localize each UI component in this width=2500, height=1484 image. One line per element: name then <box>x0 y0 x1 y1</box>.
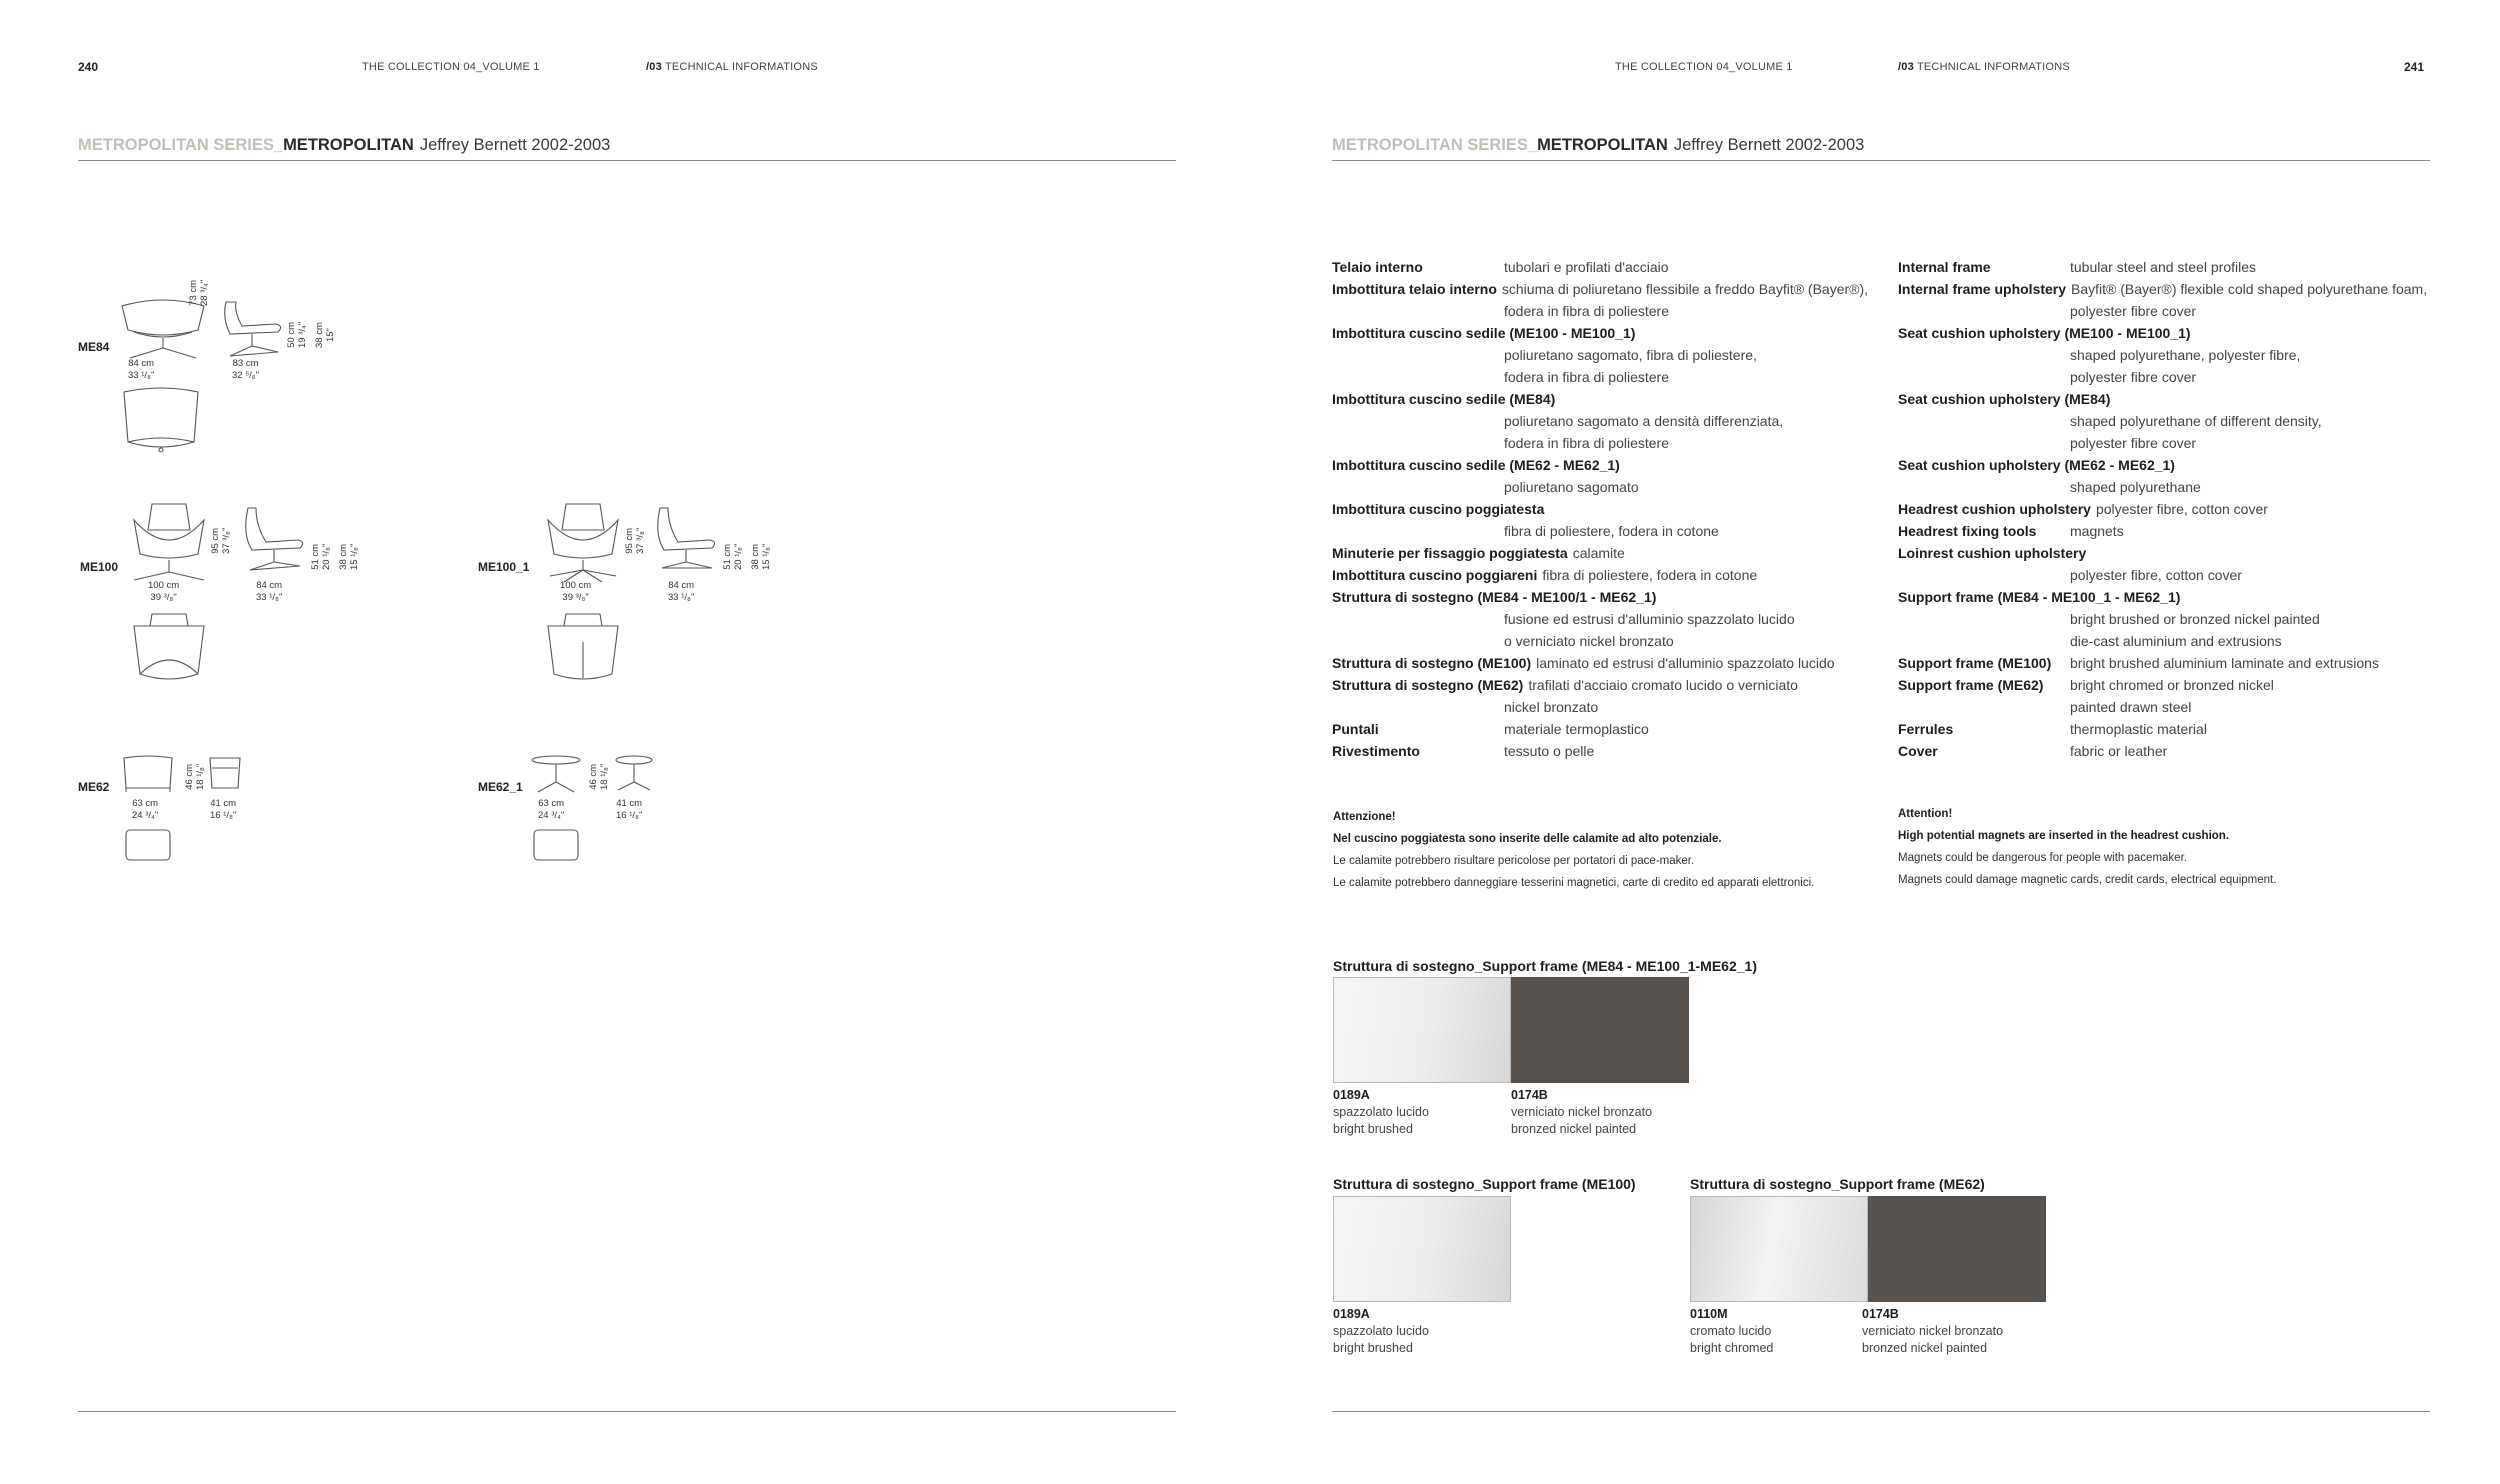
spec-label: Imbottitura cuscino sedile (ME62 - ME62_1) <box>1332 457 1620 473</box>
warning-english <box>1898 803 2276 891</box>
spec-label: Puntali <box>1332 721 1379 737</box>
ottoman-top-drawing <box>124 828 174 864</box>
ottoman-side-drawing <box>208 754 242 794</box>
spec-row <box>1332 410 1868 432</box>
spec-value: poliuretano sagomato a densità differenziata, <box>1504 413 1784 429</box>
dimension-label: 38 cm 15 ¹/₈" <box>750 543 772 570</box>
finish-swatch-0174B <box>1511 977 1689 1083</box>
ottoman-side-drawing <box>614 754 654 798</box>
spec-row <box>1332 718 1868 740</box>
spec-row <box>1332 586 1868 608</box>
dimension-label: 95 cm 37 ³/₈" <box>210 527 232 554</box>
spec-value: fibra di poliestere, fodera in cotone <box>1542 567 1758 583</box>
spec-row <box>1898 410 2427 432</box>
chair-top-drawing <box>126 612 212 684</box>
warning-line: Magnets could be dangerous for people with pacemaker. <box>1898 852 2187 864</box>
spec-value: o verniciato nickel bronzato <box>1504 633 1674 649</box>
spec-row <box>1332 454 1868 476</box>
spec-label: Headrest fixing tools <box>1898 523 2037 539</box>
spec-row <box>1898 388 2427 410</box>
designer: Jeffrey Bernett 2002-2003 <box>419 136 611 154</box>
spec-row <box>1898 498 2427 520</box>
spec-row <box>1332 498 1868 520</box>
collection-label-left: THE COLLECTION 04_VOLUME 1 <box>362 61 540 73</box>
spec-value: trafilati d'acciaio cromato lucido o verniciato <box>1528 677 1798 693</box>
model-code: ME100_1 <box>478 560 530 574</box>
finish-swatch-0174B <box>1868 1196 2046 1302</box>
warning-heading: Attention! <box>1898 808 1953 820</box>
dimension-label: 46 cm 18 ¹/₈" <box>184 763 206 790</box>
spec-row <box>1898 432 2427 454</box>
collection-label-right: THE COLLECTION 04_VOLUME 1 <box>1615 61 1793 73</box>
swatch-caption: 0174B verniciato nickel bronzato bronzed nickel painted <box>1511 1088 1653 1136</box>
spec-row <box>1898 322 2427 344</box>
finish-group-title: Struttura di sostegno_Support frame (ME84 - ME100_1-ME62_1) <box>1333 958 1757 974</box>
spec-row <box>1898 542 2427 564</box>
spec-row <box>1332 674 1868 696</box>
spec-label: Support frame (ME84 - ME100_1 - ME62_1) <box>1898 589 2181 605</box>
chair-top-drawing <box>540 612 626 684</box>
title-rule-left <box>78 160 1176 161</box>
chair-front-drawing <box>540 500 626 590</box>
spec-row <box>1898 278 2427 300</box>
spec-value: tessuto o pelle <box>1504 743 1595 759</box>
spec-value: fabric or leather <box>2070 743 2168 759</box>
dimension-label: 38 cm 15" <box>314 322 336 348</box>
spec-label: Imbottitura cuscino sedile (ME100 - ME100_1) <box>1332 325 1636 341</box>
spec-value: bright brushed or bronzed nickel painted <box>2070 611 2320 627</box>
spec-label: Imbottitura cuscino poggiatesta <box>1332 501 1545 517</box>
spec-value: shaped polyurethane, polyester fibre, <box>2070 347 2301 363</box>
spec-row <box>1332 630 1868 652</box>
section-label-right <box>1898 61 2070 73</box>
dimension-label: 41 cm 16 ¹/₈" <box>616 798 643 821</box>
dimension-label: 63 cm 24 ³/₄" <box>538 798 565 821</box>
spec-row <box>1332 256 1868 278</box>
spec-label: Loinrest cushion upholstery <box>1898 545 2087 561</box>
spec-value: fodera in fibra di poliestere <box>1504 303 1669 319</box>
spec-row <box>1332 388 1868 410</box>
warning-line: Nel cuscino poggiatesta sono inserite delle calamite ad alto potenziale. <box>1333 833 1722 845</box>
spec-row <box>1898 520 2427 542</box>
swatch-caption: 0189A spazzolato lucido bright brushed <box>1333 1307 1429 1355</box>
swatch-caption: 0110M cromato lucido bright chromed <box>1690 1307 1774 1355</box>
spec-value: poliuretano sagomato <box>1504 479 1639 495</box>
series-name: METROPOLITAN SERIES_ <box>1332 136 1538 154</box>
dimension-label: 51 cm 20 ¹/₈" <box>310 543 332 570</box>
spec-list-italian <box>1332 256 1868 762</box>
spec-row <box>1332 432 1868 454</box>
section-name: TECHNICAL INFORMATIONS <box>1916 61 2070 73</box>
spec-row <box>1332 344 1868 366</box>
spec-value: polyester fibre, cotton cover <box>2095 501 2268 517</box>
warning-heading: Attenzione! <box>1333 811 1396 823</box>
model-code: ME62 <box>78 780 110 794</box>
section-name: TECHNICAL INFORMATIONS <box>664 61 818 73</box>
model-code: ME100 <box>80 560 119 574</box>
spec-label: Minuterie per fissaggio poggiatesta <box>1332 545 1568 561</box>
dimension-label: 51 cm 20 ¹/₈" <box>722 543 744 570</box>
page-title-left <box>78 136 610 155</box>
spec-value: polyester fibre cover <box>2070 435 2197 451</box>
page-title-right <box>1332 136 1864 155</box>
dimension-label: 84 cm 33 ¹/₈" <box>668 580 695 603</box>
spec-row <box>1898 718 2427 740</box>
spec-value: die-cast aluminium and extrusions <box>2070 633 2282 649</box>
dimension-label: 63 cm 24 ³/₄" <box>132 798 159 821</box>
spec-row <box>1332 542 1868 564</box>
spec-row <box>1898 454 2427 476</box>
finish-swatch-0189A <box>1333 977 1511 1083</box>
warning-italian <box>1333 806 1814 894</box>
spec-row <box>1898 344 2427 366</box>
spec-row <box>1898 256 2427 278</box>
dimension-label: 46 cm 18 ¹/₈" <box>588 763 610 790</box>
warning-line: Le calamite potrebbero risultare pericolose per portatori di pace-maker. <box>1333 855 1695 867</box>
spec-row <box>1332 520 1868 542</box>
dimension-label: 95 cm 37 ³/₈" <box>624 527 646 554</box>
spec-value: painted drawn steel <box>2070 699 2192 715</box>
spec-row <box>1332 652 1868 674</box>
spec-value: fodera in fibra di poliestere <box>1504 369 1669 385</box>
dimension-label: 100 cm 39 ³/₈" <box>148 580 180 603</box>
spec-row <box>1898 300 2427 322</box>
spec-label: Struttura di sostegno (ME100) <box>1332 655 1532 671</box>
model-code: ME62_1 <box>478 780 523 794</box>
finish-group-title: Struttura di sostegno_Support frame (ME62) <box>1690 1176 1985 1192</box>
chair-side-drawing <box>238 504 318 590</box>
section-number: /03 <box>646 61 662 73</box>
spec-label: Seat cushion upholstery (ME100 - ME100_1) <box>1898 325 2191 341</box>
spec-label: Telaio interno <box>1332 259 1423 275</box>
spec-row <box>1332 300 1868 322</box>
ottoman-front-drawing <box>530 754 582 798</box>
warning-line: High potential magnets are inserted in the headrest cushion. <box>1898 830 2230 842</box>
spec-value: fibra di poliestere, fodera in cotone <box>1504 523 1719 539</box>
chair-front-drawing <box>126 500 212 590</box>
designer: Jeffrey Bernett 2002-2003 <box>1673 136 1865 154</box>
dimension-label: 41 cm 16 ¹/₈" <box>210 798 237 821</box>
dimension-label: 73 cm 28 ³/₄" <box>188 279 210 306</box>
spec-row <box>1898 652 2427 674</box>
chair-top-drawing <box>116 386 206 456</box>
dimension-label: 100 cm 39 ³/₈" <box>560 580 592 603</box>
footer-rule-left <box>78 1411 1176 1412</box>
spec-label: Ferrules <box>1898 721 1954 737</box>
spec-value: schiuma di poliuretano flessibile a freddo Bayfit® (Bayer®), <box>1501 281 1869 297</box>
spec-value: fusione ed estrusi d'alluminio spazzolato lucido <box>1504 611 1795 627</box>
model-code: ME84 <box>78 340 110 354</box>
spec-label: Support frame (ME100) <box>1898 655 2052 671</box>
spec-value: bright brushed aluminium laminate and extrusions <box>2070 655 2379 671</box>
spec-value: laminato ed estrusi d'alluminio spazzolato lucido <box>1536 655 1835 671</box>
spec-label: Headrest cushion upholstery <box>1898 501 2091 517</box>
spec-value: bright chromed or bronzed nickel <box>2070 677 2274 693</box>
finish-swatch-0189A <box>1333 1196 1511 1302</box>
spec-row <box>1898 564 2427 586</box>
spec-label: Cover <box>1898 743 1938 759</box>
spec-row <box>1332 740 1868 762</box>
spec-row <box>1898 630 2427 652</box>
warning-line: Magnets could damage magnetic cards, credit cards, electrical equipment. <box>1898 874 2277 886</box>
spec-row <box>1898 608 2427 630</box>
spec-row <box>1332 322 1868 344</box>
spec-row <box>1898 586 2427 608</box>
spec-row <box>1332 564 1868 586</box>
spec-value: fodera in fibra di poliestere <box>1504 435 1669 451</box>
title-rule-right <box>1332 160 2430 161</box>
spec-row <box>1332 608 1868 630</box>
spec-value: polyester fibre cover <box>2070 303 2197 319</box>
page-number-left: 240 <box>78 60 99 74</box>
spec-label: Imbottitura cuscino poggiareni <box>1332 567 1538 583</box>
spec-row <box>1332 476 1868 498</box>
spec-value: tubular steel and steel profiles <box>2070 259 2256 275</box>
spec-row <box>1898 366 2427 388</box>
spec-row <box>1332 696 1868 718</box>
chair-side-drawing <box>650 504 730 590</box>
spec-value: polyester fibre, cotton cover <box>2070 567 2242 583</box>
spec-label: Imbottitura cuscino sedile (ME84) <box>1332 391 1556 407</box>
spec-value: materiale termoplastico <box>1504 721 1649 737</box>
swatch-caption: 0189A spazzolato lucido bright brushed <box>1333 1088 1429 1136</box>
spec-label: Internal frame upholstery <box>1898 281 2067 297</box>
spec-value: thermoplastic material <box>2070 721 2207 737</box>
spec-label: Seat cushion upholstery (ME84) <box>1898 391 2111 407</box>
spec-value: nickel bronzato <box>1504 699 1599 715</box>
ottoman-front-drawing <box>122 754 174 794</box>
warning-line: Le calamite potrebbero danneggiare tesserini magnetici, carte di credito ed apparati elettronici. <box>1333 877 1815 889</box>
spec-label: Support frame (ME62) <box>1898 677 2044 693</box>
spec-value: polyester fibre cover <box>2070 369 2197 385</box>
section-number: /03 <box>1898 61 1914 73</box>
page-number-right: 241 <box>2404 60 2425 74</box>
dimension-label: 38 cm 15 ¹/₈" <box>338 543 360 570</box>
ottoman-top-drawing <box>532 828 582 864</box>
spec-value: poliuretano sagomato, fibra di poliestere, <box>1504 347 1757 363</box>
spec-list-english <box>1898 256 2427 762</box>
dimension-label: 50 cm 19 ³/₄" <box>286 321 308 348</box>
dimension-label: 84 cm 33 ¹/₈" <box>256 580 283 603</box>
product-name: METROPOLITAN <box>283 136 414 154</box>
dimension-label: 84 cm 33 ¹/₈" <box>128 358 155 381</box>
spec-row <box>1898 476 2427 498</box>
dimension-label: 83 cm 32 ⁵/₈" <box>232 358 260 381</box>
spec-row <box>1332 278 1868 300</box>
finish-group-title: Struttura di sostegno_Support frame (ME100) <box>1333 1176 1636 1192</box>
spec-row <box>1898 740 2427 762</box>
swatch-caption: 0174B verniciato nickel bronzato bronzed nickel painted <box>1862 1307 2004 1355</box>
spec-value: shaped polyurethane of different density, <box>2070 413 2322 429</box>
spec-value: tubolari e profilati d'acciaio <box>1504 259 1669 275</box>
spec-row <box>1898 696 2427 718</box>
spec-label: Imbottitura telaio interno <box>1332 281 1497 297</box>
spec-label: Seat cushion upholstery (ME62 - ME62_1) <box>1898 457 2175 473</box>
spec-label: Struttura di sostegno (ME62) <box>1332 677 1524 693</box>
spec-label: Rivestimento <box>1332 743 1420 759</box>
finish-swatch-0110M <box>1690 1196 1868 1302</box>
spec-row <box>1332 366 1868 388</box>
spec-value: calamite <box>1572 545 1625 561</box>
section-label-left <box>646 61 818 73</box>
product-name: METROPOLITAN <box>1537 136 1668 154</box>
series-name: METROPOLITAN SERIES_ <box>78 136 284 154</box>
spec-value: Bayfit® (Bayer®) flexible cold shaped polyurethane foam, <box>2071 281 2428 297</box>
spec-label: Internal frame <box>1898 259 1991 275</box>
footer-rule-right <box>1332 1411 2430 1412</box>
spec-row <box>1898 674 2427 696</box>
spec-value: magnets <box>2070 523 2124 539</box>
spec-label: Struttura di sostegno (ME84 - ME100/1 - ME62_1) <box>1332 589 1657 605</box>
spec-value: shaped polyurethane <box>2070 479 2201 495</box>
